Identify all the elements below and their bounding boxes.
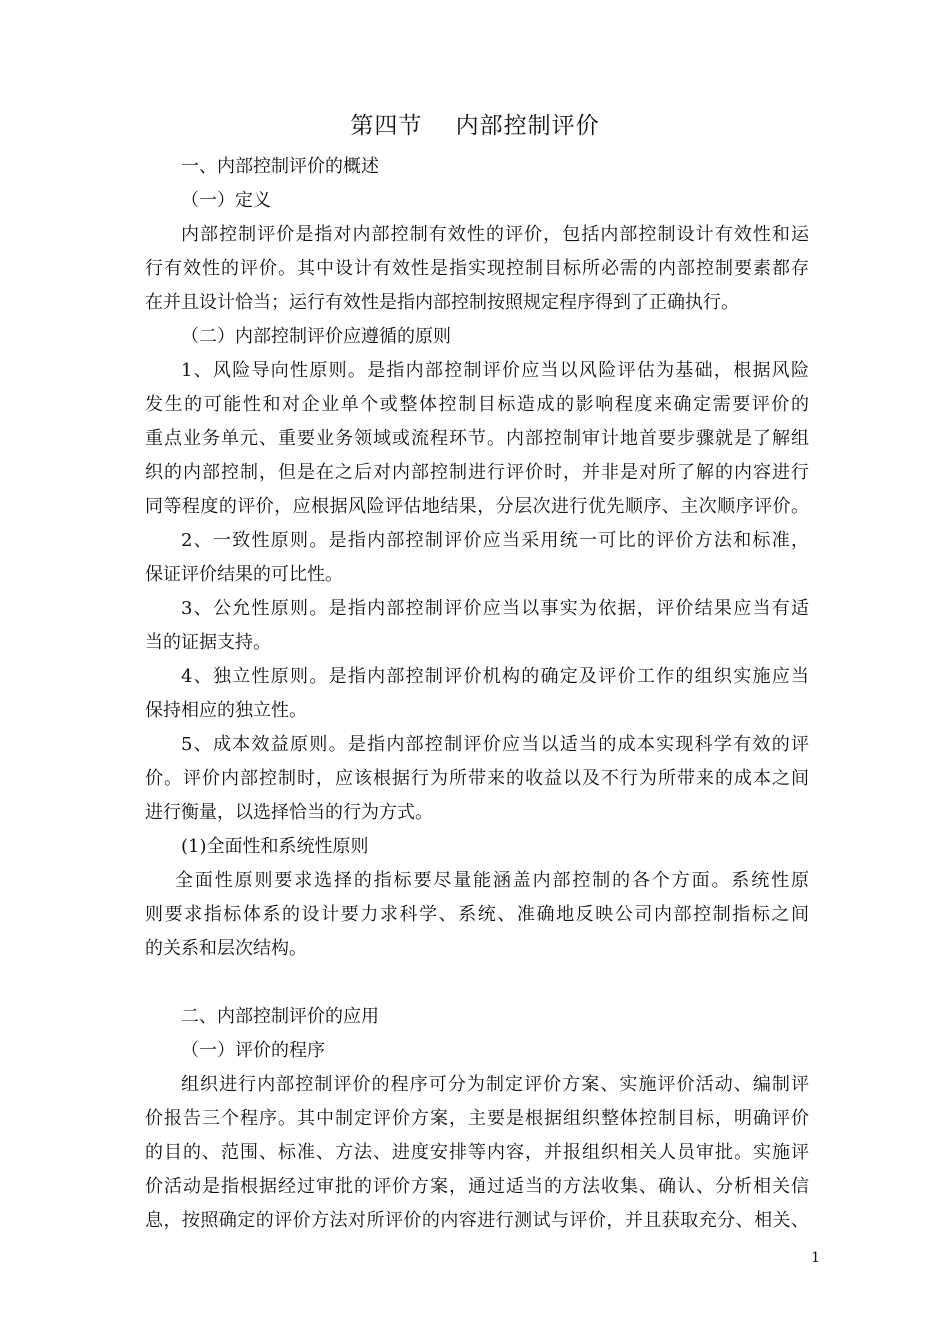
text-line: 一、内部控制评价的概述: [181, 156, 379, 177]
section-title: 第四节 内部控制评价: [350, 113, 600, 139]
text-line: 价。评价内部控制时，应该根据行为所带来的收益以及不行为所带来的成本之间: [145, 768, 809, 789]
text-line: 织的内部控制，但是在之后对内部控制进行评价时，并非是对所了解的内容进行: [145, 462, 809, 483]
text-line: 同等程度的评价，应根据风险评估地结果，分层次进行优先顺序、主次顺序评价。: [145, 496, 809, 517]
text-line: 5、成本效益原则。是指内部控制评价应当以适当的成本实现科学有效的评: [181, 734, 809, 755]
text-line: 在并且设计恰当；运行有效性是指内部控制按照规定程序得到了正确执行。: [145, 292, 739, 313]
text-line: 的关系和层次结构。: [145, 938, 307, 959]
text-line: 进行衡量，以选择恰当的行为方式。: [145, 802, 433, 823]
text-line: 内部控制评价是指对内部控制有效性的评价，包括内部控制设计有效性和运: [181, 224, 809, 245]
text-line: （二）内部控制评价应遵循的原则: [181, 326, 451, 347]
text-line: 2、一致性原则。是指内部控制评价应当采用统一可比的评价方法和标准，: [181, 530, 809, 551]
paragraph-spacer: [145, 966, 809, 1000]
text-line: 保证评价结果的可比性。: [145, 564, 343, 585]
text-line: 则要求指标体系的设计要力求科学、系统、准确地反映公司内部控制指标之间: [145, 904, 809, 925]
text-line: 组织进行内部控制评价的程序可分为制定评价方案、实施评价活动、编制评: [181, 1074, 809, 1095]
text-line: 息，按照确定的评价方法对所评价的内容进行测试与评价，并且获取充分、相关、: [145, 1210, 809, 1231]
text-line: 二、内部控制评价的应用: [181, 1006, 379, 1027]
text-line: 发生的可能性和对企业单个或整体控制目标造成的影响程度来确定需要评价的: [145, 394, 809, 415]
text-line: 4、独立性原则。是指内部控制评价机构的确定及评价工作的组织实施应当: [181, 666, 809, 687]
page-number: 1: [811, 1250, 820, 1266]
text-line: 重点业务单元、重要业务领域或流程环节。内部控制审计地首要步骤就是了解组: [145, 428, 809, 449]
text-line: 1、风险导向性原则。是指内部控制评价应当以风险评估为基础，根据风险: [181, 360, 809, 381]
text-line: 保持相应的独立性。: [145, 700, 307, 721]
text-line: 3、公允性原则。是指内部控制评价应当以事实为依据，评价结果应当有适: [181, 598, 809, 619]
text-line: 当的证据支持。: [145, 632, 271, 653]
text-line: (1)全面性和系统性原则: [181, 836, 369, 857]
text-line: 价报告三个程序。其中制定评价方案，主要是根据组织整体控制目标，明确评价: [145, 1108, 809, 1129]
text-line: 全面性原则要求选择的指标要尽量能涵盖内部控制的各个方面。系统性原: [175, 870, 809, 891]
text-line: 价活动是指根据经过审批的评价方案，通过适当的方法收集、确认、分析相关信: [145, 1176, 809, 1197]
text-line: （一）评价的程序: [181, 1040, 325, 1061]
document-body: [145, 150, 809, 1238]
text-line: 的目的、范围、标准、方法、进度安排等内容，并报组织相关人员审批。实施评: [145, 1142, 809, 1163]
text-line: 行有效性的评价。其中设计有效性是指实现控制目标所必需的内部控制要素都存: [145, 258, 809, 279]
text-line: （一）定义: [181, 190, 271, 211]
